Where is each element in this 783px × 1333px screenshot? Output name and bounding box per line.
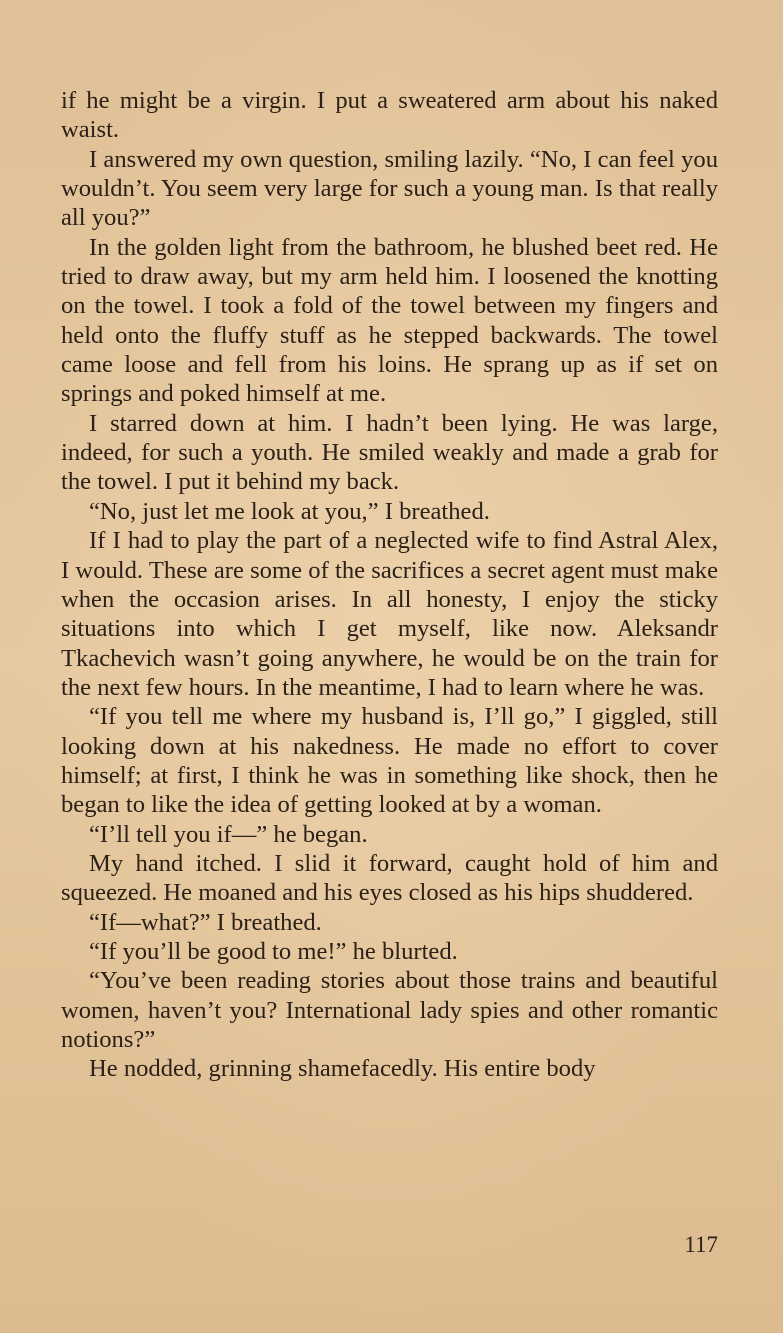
paragraph-7: “If you tell me where my husband is, I’ll go,” I giggled, still looking down at his nakedness. He made no effort to cover himself; at first, I think he was in something like shock, then he began to like the idea of getting looked at by a woman. — [61, 703, 718, 819]
paragraph-9: My hand itched. I slid it forward, caught hold of him and squeezed. He moaned and his eyes closed as his hips shuddered. — [61, 849, 718, 907]
paragraph-13: He nodded, grinning shamefacedly. His entire body — [89, 1055, 596, 1083]
page-number: 117 — [684, 1232, 718, 1257]
paragraph-8: “I’ll tell you if—” he began. — [89, 820, 368, 848]
paragraph-3: In the golden light from the bathroom, he blushed beet red. He tried to draw away, but my arm held him. I loosened the knotting on the towel. I took a fold of the towel between my fingers and held onto the fluffy stuff as he stepped backwards. The towel came loose and fell from his loins. He sprang up as if set on springs and poked himself at me. — [61, 233, 718, 408]
page-body — [61, 86, 718, 1084]
paragraph-10: “If—what?” I breathed. — [89, 908, 322, 936]
paragraph-11: “If you’ll be good to me!” he blurted. — [89, 937, 458, 965]
paragraph-6: If I had to play the part of a neglected wife to find Astral Alex, I would. These are some of the sacrifices a secret agent must make when the occasion arises. In all honesty, I enjoy the sticky situations into which I get myself, like now. Aleksandr Tkachevich wasn’t going anywhere, he would be on the train for the next few hours. In the meantime, I had to learn where he was. — [61, 527, 718, 701]
paragraph-5: “No, just let me look at you,” I breathed. — [89, 497, 490, 525]
paragraph-2: I answered my own question, smiling lazily. “No, I can feel you wouldn’t. You seem very large for such a young man. Is that really all you?” — [61, 145, 718, 232]
paragraph-4: I starred down at him. I hadn’t been lying. He was large, indeed, for such a youth. He smiled weakly and made a grab for the towel. I put it behind my back. — [61, 409, 718, 496]
paragraph-1: if he might be a virgin. I put a sweatered arm about his naked waist. — [61, 87, 718, 144]
paragraph-12: “You’ve been reading stories about those trains and beautiful women, haven’t you? International lady spies and other romantic notions?” — [61, 967, 718, 1053]
